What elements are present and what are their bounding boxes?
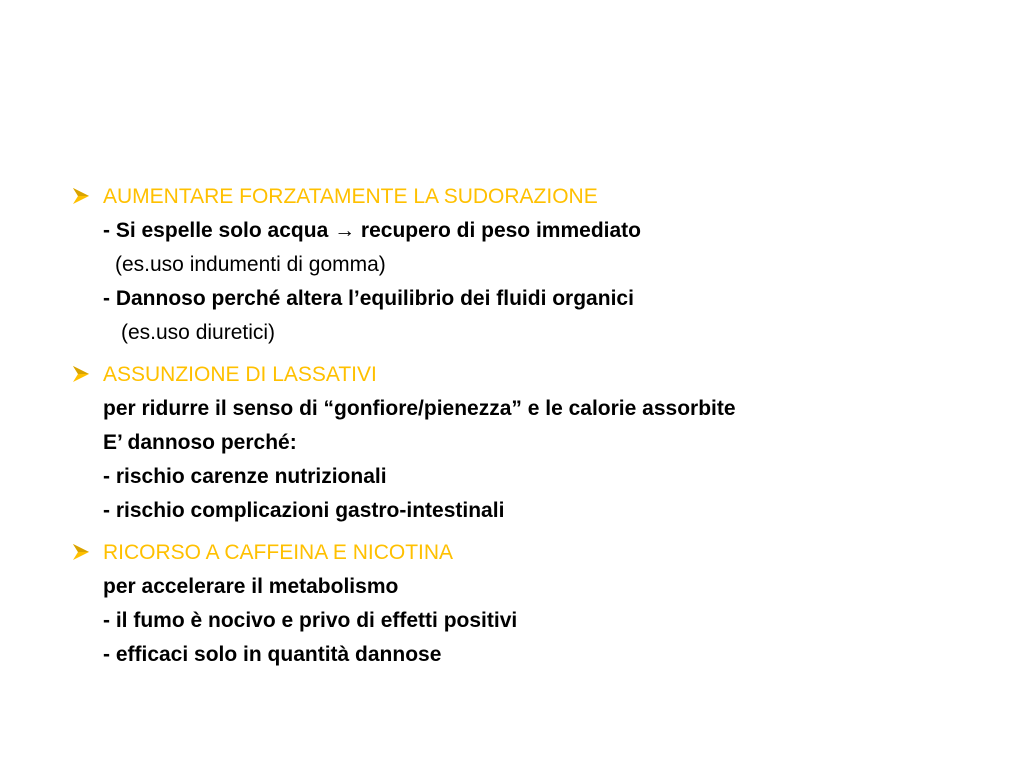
- bullet-line: - rischio complicazioni gastro-intestinali: [103, 499, 505, 522]
- bullet-line: - efficaci solo in quantità dannose: [103, 643, 442, 666]
- bullet-line: (es.uso diuretici): [121, 321, 276, 344]
- bullet-line: per ridurre il senso di “gonfiore/pienezza” e le calorie assorbite: [103, 397, 736, 420]
- bullet-item-caffeina: [72, 536, 972, 672]
- bullet-line: - il fumo è nocivo e privo di effetti positivi: [103, 609, 518, 632]
- bullet-heading: AUMENTARE FORZATAMENTE LA SUDORAZIONE: [103, 185, 598, 208]
- bullet-heading: ASSUNZIONE DI LASSATIVI: [103, 363, 377, 386]
- bullet-item-sudorazione: [72, 180, 972, 350]
- bullet-list: [72, 180, 972, 680]
- bullet-line: per accelerare il metabolismo: [103, 575, 399, 598]
- arrowhead-bullet-icon: [72, 543, 90, 561]
- bullet-line: - Si espelle solo acqua → recupero di peso immediato: [103, 219, 641, 242]
- bullet-line: - Dannoso perché altera l’equilibrio dei fluidi organici: [103, 287, 634, 310]
- bullet-line: - rischio carenze nutrizionali: [103, 465, 387, 488]
- bullet-line: E’ dannoso perché:: [103, 431, 297, 454]
- bullet-line: (es.uso indumenti di gomma): [115, 253, 386, 276]
- arrowhead-bullet-icon: [72, 187, 90, 205]
- bullet-item-lassativi: [72, 358, 972, 528]
- bullet-heading: RICORSO A CAFFEINA E NICOTINA: [103, 541, 454, 564]
- arrowhead-bullet-icon: [72, 365, 90, 383]
